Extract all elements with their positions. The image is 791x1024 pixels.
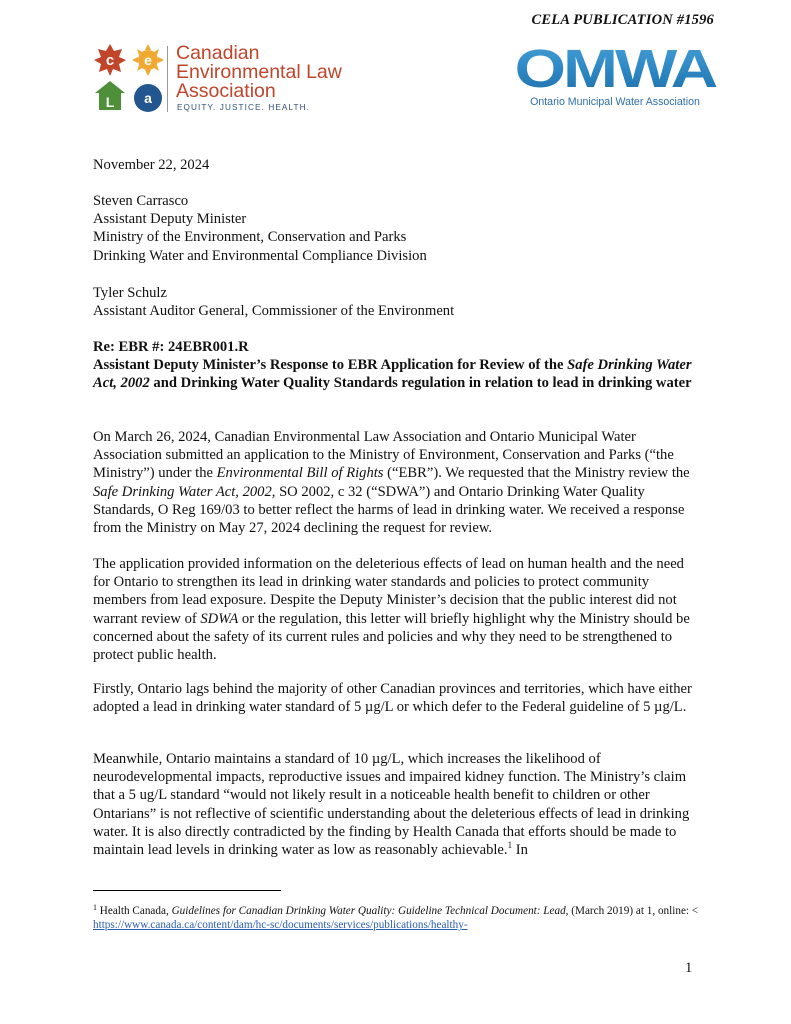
- recipient-line: Steven Carrasco: [93, 193, 189, 209]
- subject-act-title: Safe Drinking Water Act, 2002: [93, 357, 692, 392]
- recipient-line: Ministry of the Environment, Conservation and Parks: [93, 229, 407, 246]
- cela-tagline: EQUITY. JUSTICE. HEALTH.: [177, 103, 311, 112]
- paragraph-text: or the regulation, this letter will briefly highlight why the Ministry should be concerned about the safety of its current rules and policies and why they need to be strengthened to protect public health.: [93, 610, 690, 664]
- cela-name-line: Environmental Law: [176, 61, 342, 83]
- footnote-divider: [93, 890, 281, 891]
- paragraph-3: Firstly, Ontario lags behind the majority of other Canadian provinces and territories, which have either adopted a lead in drinking water standard of 5 µg/L or which defer to the Federal guideline of 5 µg/L.: [93, 681, 692, 716]
- subject-line-1: Re: EBR #: 24EBR001.R: [93, 339, 249, 355]
- paragraph-text: The application provided information on the deleterious effects of lead on human health and the need for Ontario to strengthen its lead in drinking water standards and policies to protect community members from lead exposure. Despite the Deputy Minister’s decision that the public interest did not warrant review of: [93, 556, 684, 627]
- omwa-wordmark: OMWA: [490, 37, 740, 99]
- paragraph-italic: SDWA: [200, 610, 239, 627]
- paragraph-text: In: [512, 842, 528, 859]
- cela-logo-mark-icon: [92, 42, 166, 116]
- footnote-number: 1: [93, 903, 97, 912]
- cela-logo-name: [176, 44, 342, 101]
- cela-name-line: Canadian: [176, 42, 260, 64]
- recipient-block-1: [93, 192, 699, 265]
- footnote-text: , (March 2019) at 1, online: <: [565, 905, 699, 917]
- footnote-link[interactable]: https://www.canada.ca/content/dam/hc-sc/documents/services/publications/healthy-: [93, 919, 468, 932]
- subject-line-2: [93, 356, 699, 392]
- recipient-line: Assistant Deputy Minister: [93, 211, 247, 228]
- footnote: [93, 904, 703, 932]
- recipient-block-2: [93, 284, 699, 320]
- footnote-text: Health Canada,: [97, 905, 172, 917]
- paragraph-text: On March 26, 2024, Canadian Environmental Law Association and Ontario Municipal Water Association submitted an application to the Ministry of Environment, Conservation and Parks (“the Ministry”) under the: [93, 429, 674, 482]
- paragraph-text: (“EBR”). We requested that the Ministry review the: [383, 465, 690, 482]
- paragraph-italic: Safe Drinking Water Act, 2002,: [93, 483, 276, 500]
- cela-letter-c: c: [105, 52, 115, 69]
- paragraph-text: Meanwhile, Ontario maintains a standard of 10 µg/L, which increases the likelihood of neurodevelopmental impacts, reproductive issues and impaired kidney function. The Ministry’s claim that a 5 ug/L standard “would not likely result in a noticeable health benefit to children or other Ontarians” is not reflective of scientific understanding about the deleterious effects of lead in drinking water. It is also directly contradicted by the finding by Health Canada that efforts should be made to maintain lead levels in drinking water as low as reasonably achievable.: [93, 751, 690, 859]
- paragraph-4: [93, 750, 699, 859]
- recipient-line: Assistant Auditor General, Commissioner of the Environment: [93, 303, 455, 320]
- paragraph-italic: Environmental Bill of Rights: [216, 465, 384, 482]
- cela-letter-a: a: [144, 90, 152, 106]
- cela-letter-e: e: [144, 52, 152, 68]
- subject-heading: [93, 338, 699, 393]
- footnote-italic: Guidelines for Canadian Drinking Water Quality: Guideline Technical Document: Lead: [171, 905, 566, 917]
- footnote-reference[interactable]: 1: [507, 840, 513, 851]
- cela-logo-divider: [167, 46, 168, 112]
- paragraph-text: SO 2002, c 32 (“SDWA”) and Ontario Drinking Water Quality Standards, O Reg 169/03 to better reflect the harms of lead in drinking water. We received a response from the Ministry on May 27, 2024 declining the request for review.: [93, 483, 685, 537]
- omwa-subtitle: Ontario Municipal Water Association: [530, 96, 700, 108]
- subject-text: Assistant Deputy Minister’s Response to EBR Application for Review of the: [93, 357, 568, 374]
- paragraph-2: [93, 555, 699, 664]
- recipient-line: Drinking Water and Environmental Compliance Division: [93, 247, 427, 264]
- cela-letter-l: L: [105, 94, 115, 110]
- publication-number: CELA PUBLICATION #1596: [531, 12, 714, 28]
- letter-date: November 22, 2024: [93, 157, 210, 173]
- paragraph-1: [93, 428, 699, 537]
- cela-name-line: Association: [176, 80, 276, 102]
- subject-text: and Drinking Water Quality Standards regulation in relation to lead in drinking water: [149, 375, 692, 392]
- cela-logo: [92, 42, 342, 116]
- omwa-logo: [490, 37, 740, 114]
- page-number: 1: [685, 960, 693, 976]
- recipient-line: Tyler Schulz: [93, 285, 167, 301]
